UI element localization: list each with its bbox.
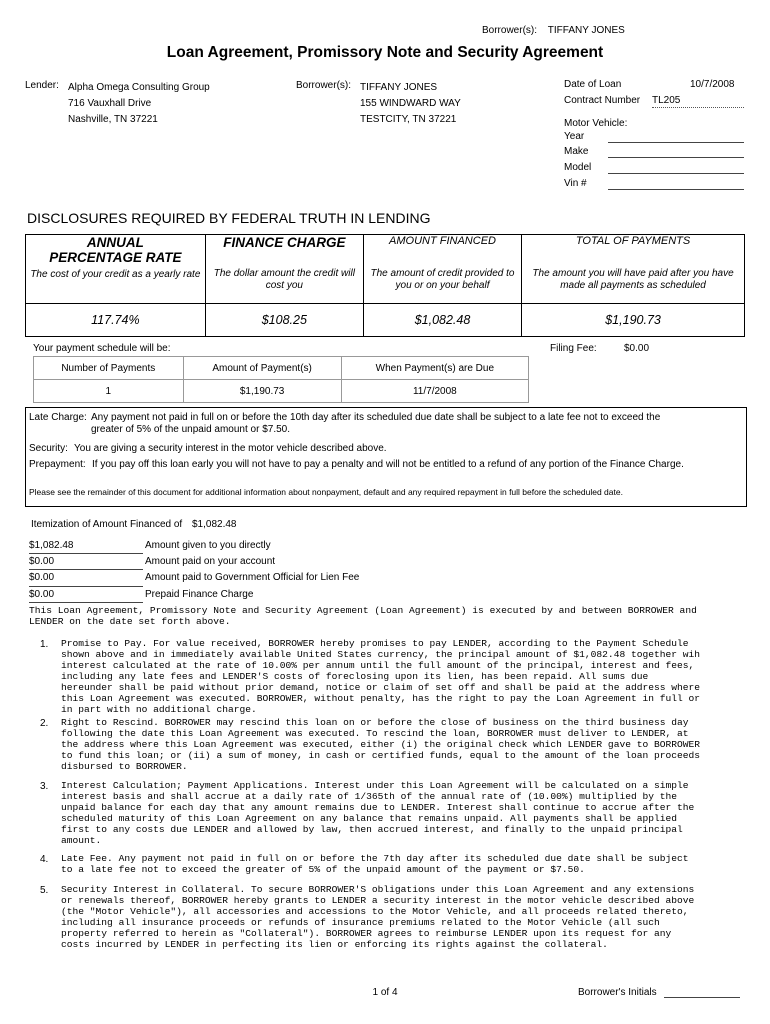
page-number: 1 of 4: [372, 987, 398, 998]
schedule-cell: 1: [34, 380, 184, 403]
lender-address2: Nashville, TN 37221: [68, 114, 158, 125]
apr-desc: The cost of your credit as a yearly rate: [30, 269, 201, 280]
date-value: 10/7/2008: [690, 79, 735, 90]
amount-value: $1,082.48: [414, 313, 471, 327]
contract-field: [652, 95, 744, 108]
filing-label: Filing Fee:: [550, 343, 597, 354]
total-desc: The amount you will have paid after you have made all payments as scheduled: [532, 268, 734, 291]
apr-cell: [26, 235, 206, 304]
schedule-cell: 11/7/2008: [341, 380, 528, 403]
itemization-amount: $0.00: [29, 554, 143, 570]
amount-cell: [363, 235, 521, 304]
make-label: Make: [564, 146, 589, 157]
apr-title2: PERCENTAGE RATE: [49, 250, 182, 265]
apr-value: 117.74%: [91, 313, 140, 327]
borrower-name: TIFFANY JONES: [360, 82, 438, 93]
model-line: [608, 173, 744, 174]
schedule-header-row: [34, 357, 529, 380]
itemization-desc: Amount paid on your account: [145, 556, 276, 568]
filing-value: $0.00: [624, 343, 650, 354]
late-label: Late Charge:: [29, 412, 87, 423]
itemization-row: [29, 587, 359, 603]
disclosures-heading: DISCLOSURES REQUIRED BY FEDERAL TRUTH IN LENDING: [27, 210, 431, 226]
clause-number: 2.: [40, 718, 49, 729]
year-line: [608, 142, 744, 143]
clause-text: Security Interest in Collateral. To secure BORROWER'S obligations under this Loan Agreement and any extensions or renewals thereof, BORROWER hereby grants to LENDER a security interest in the motor vehicle described above (the "Motor Vehicle"), all accessories and accessions to the Motor Vehicle, and all proceeds related thereto, including all insurance proceeds or refunds of insurance premiums related to the Motor Vehicle (all such property referred to herein as "Collateral"). BORROWER agrees to reimburse LENDER upon its request for any costs incurred by LENDER in perfecting its lien or enforcing its rights against the collateral.: [61, 884, 695, 950]
total-cell: [522, 235, 745, 304]
itemization-total: $1,082.48: [192, 519, 237, 530]
model-label: Model: [564, 162, 592, 173]
borrower-label: Borrower(s):: [296, 80, 352, 91]
payment-schedule-table: [33, 356, 529, 403]
itemization-desc: Prepaid Finance Charge: [145, 588, 254, 600]
date-label: Date of Loan: [564, 79, 622, 90]
clause-text: Late Fee. Any payment not paid in full on or before the 7th day after its scheduled due date shall be subject to a late fee not to exceed the greater of 5% of the unpaid amount of the payment or $7.50.: [61, 853, 689, 875]
clause-number: 3.: [40, 781, 49, 792]
borrower-address1: 155 WINDWARD WAY: [360, 98, 461, 109]
total-value: $1,190.73: [605, 313, 661, 327]
itemization-row: [29, 570, 359, 586]
itemization-desc: Amount paid to Government Official for Lien Fee: [145, 572, 360, 584]
finance-title: FINANCE CHARGE: [223, 235, 346, 250]
late-text2: greater of 5% of the unpaid amount or $7.50.: [91, 424, 291, 435]
make-line: [608, 157, 744, 158]
itemization-amount: $1,082.48: [29, 538, 143, 554]
itemization-desc: Amount given to you directly: [145, 540, 271, 551]
vin-label: Vin #: [564, 178, 587, 189]
finance-value: $108.25: [261, 313, 307, 327]
schedule-row: [34, 380, 529, 403]
clause-text: Interest Calculation; Payment Applications. Interest under this Loan Agreement will be calculated on a simple interest basis and shall accrue at a daily rate of 1/365th of the annual rate of (10.00%) multiplied by the unpaid balance for each day that any amount remains due to LENDER. Interest shall continue to accrue after the scheduled maturity of this Loan Agreement on any balance that remains unpaid. All payments shall be applied first to any costs due LENDER and allowed by law, then accrued interest, and finally to the unpaid principal amount.: [61, 780, 695, 846]
late-text1: Any payment not paid in full on or before the 10th day after its scheduled due date shall be subject to a late fee not to exceed the: [91, 412, 661, 423]
total-value-cell: [522, 304, 745, 337]
prepay-label: Prepayment:: [29, 459, 86, 470]
security-text: You are giving a security interest in the motor vehicle described above.: [74, 443, 387, 454]
clause-text: Right to Rescind. BORROWER may rescind this loan on or before the close of business on the third business day following the date this Loan Agreement was executed. To rescind the loan, BORROWER must deliver to LENDER, at the address where this Loan Agreement was executed, either (i) the original check which LENDER gave to BORROWER to fund this loan; or (ii) a sum of money, in cash or certified funds, equal to the amount of the loan proceeds disbursed to BORROWER.: [61, 717, 701, 772]
year-label: Year: [564, 131, 585, 142]
clause-number: 5.: [40, 885, 49, 896]
borrower-block: [360, 80, 461, 128]
schedule-header: Amount of Payment(s): [183, 357, 341, 380]
schedule-label: Your payment schedule will be:: [33, 343, 171, 354]
amount-title: AMOUNT FINANCED: [389, 235, 496, 247]
vehicle-label: Motor Vehicle:: [564, 118, 628, 129]
itemization-amount: $0.00: [29, 570, 143, 586]
borrower-address2: TESTCITY, TN 37221: [360, 114, 457, 125]
clause-text: Promise to Pay. For value received, BORROWER hereby promises to pay LENDER, according to the Payment Schedule shown above and in immediately available United States currency, the principal amount of $1,082.48 together wih interest calculated at the rate of 10.00% per annum until the full amount of the principal, interest and fees, including any late fees and LENDER'S costs of foreclosing upon its lien, has been repaid. All sums due hereunder shall be paid without prior demand, notice or claim of set off and shall be paid at the address where this Loan Agreement was executed. BORROWER, without penalty, has the right to pay the Loan Agreement in full or in part with no additional charge.: [61, 638, 701, 715]
document-title: Loan Agreement, Promissory Note and Security Agreement: [166, 44, 604, 61]
intro-paragraph: This Loan Agreement, Promissory Note and Security Agreement (Loan Agreement) is executed by and between BORROWER and LENDER on the date set forth above.: [29, 605, 697, 627]
itemization-row: [29, 554, 359, 570]
clause-number: 1.: [40, 639, 49, 650]
itemization-label: Itemization of Amount Financed of: [31, 519, 183, 530]
header-borrower-label: Borrower(s):: [482, 25, 538, 36]
itemization-amount: $0.00: [29, 587, 143, 603]
vin-line: [608, 189, 744, 190]
apr-value-cell: [26, 304, 206, 337]
header-borrower: [482, 25, 625, 36]
finance-value-cell: [205, 304, 363, 337]
tila-box: [25, 234, 745, 337]
clause-number: 4.: [40, 854, 49, 865]
schedule-cell: $1,190.73: [183, 380, 341, 403]
contract-label: Contract Number: [564, 95, 641, 106]
schedule-header: When Payment(s) are Due: [341, 357, 528, 380]
initials-label: Borrower's Initials: [578, 987, 657, 998]
lender-block: [68, 80, 210, 128]
security-label: Security:: [29, 443, 68, 454]
prepay-text: If you pay off this loan early you will not have to pay a penalty and will not be entitled to a refund of any portion of the Finance Charge.: [92, 459, 684, 470]
initials-line: [664, 997, 740, 998]
amount-desc: The amount of credit provided to you or on your behalf: [370, 268, 515, 291]
itemization-row: [29, 538, 359, 554]
itemization-list: [29, 538, 359, 603]
schedule-header: Number of Payments: [34, 357, 184, 380]
lender-label: Lender:: [25, 80, 59, 91]
contract-value: TL205: [652, 95, 681, 106]
finance-cell: [205, 235, 363, 304]
apr-title1: ANNUAL: [86, 235, 144, 250]
lender-name: Alpha Omega Consulting Group: [68, 82, 210, 93]
terms-note: Please see the remainder of this document for additional information about nonpayment, default and any required repayment in full before the scheduled date.: [29, 487, 623, 497]
lender-address1: 716 Vauxhall Drive: [68, 98, 152, 109]
amount-value-cell: [363, 304, 521, 337]
finance-desc: The dollar amount the credit will cost you: [213, 268, 355, 291]
header-borrower-name: TIFFANY JONES: [547, 25, 625, 36]
total-title: TOTAL OF PAYMENTS: [575, 235, 691, 247]
